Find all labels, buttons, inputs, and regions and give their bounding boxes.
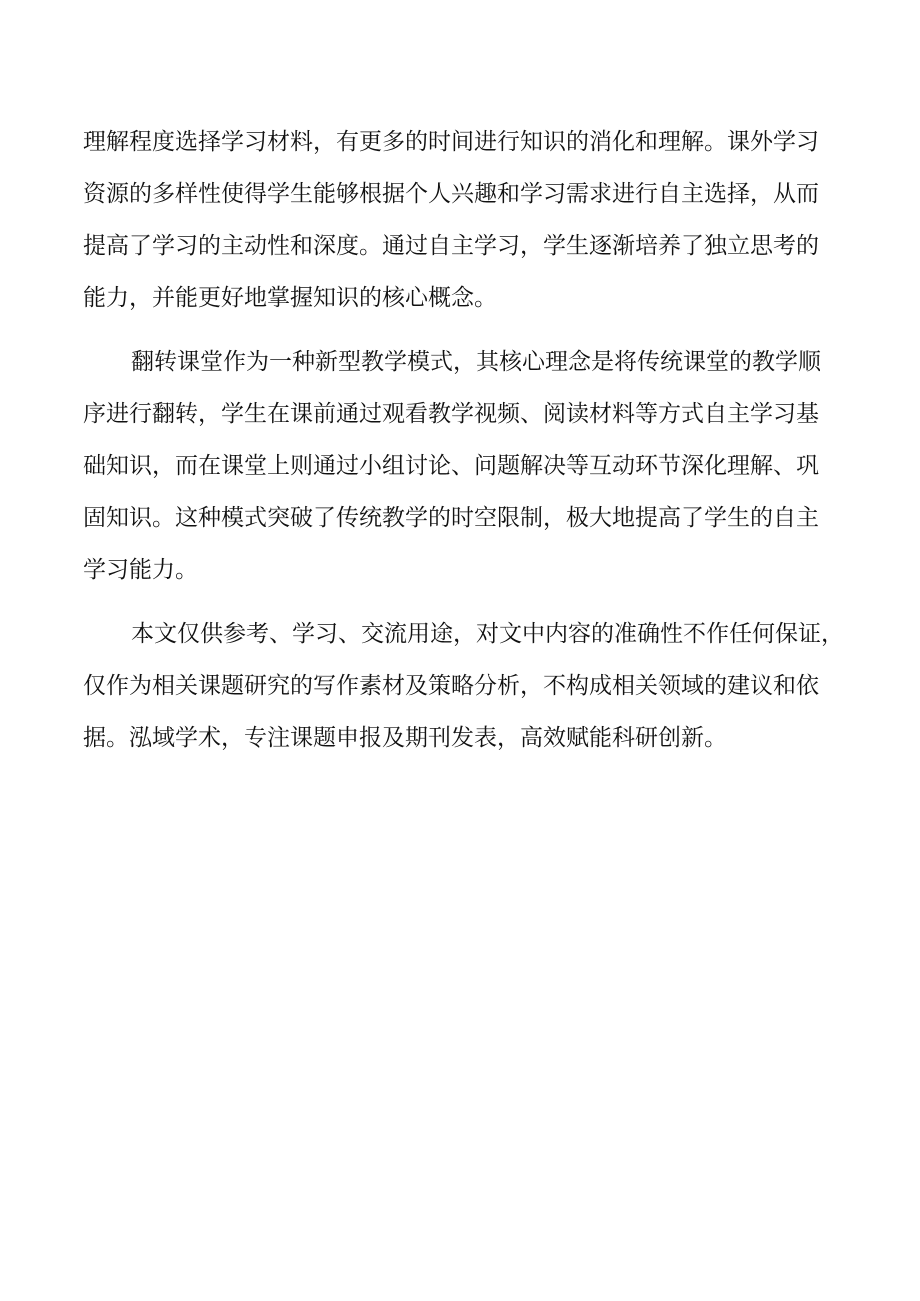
text-line: 能力，并能更好地掌握知识的核心概念。 xyxy=(83,285,497,311)
paragraph-continuation xyxy=(83,116,839,324)
paragraph-disclaimer xyxy=(83,608,844,764)
text-line: 理解程度选择学习材料，有更多的时间进行知识的消化和理解。课外学习 xyxy=(83,129,819,155)
text-line: 翻转课堂作为一种新型教学模式，其核心理念是将传统课堂的教学顺 xyxy=(131,349,821,375)
text-line: 仅作为相关课题研究的写作素材及策略分析，不构成相关领域的建议和依 xyxy=(83,673,819,699)
document-body xyxy=(83,116,844,764)
text-line: 序进行翻转，学生在课前通过观看教学视频、阅读材料等方式自主学习基 xyxy=(83,401,819,427)
text-line: 据。泓域学术，专注课题申报及期刊发表，高效赋能科研创新。 xyxy=(83,725,727,751)
text-line: 提高了学习的主动性和深度。通过自主学习，学生逐渐培养了独立思考的 xyxy=(83,233,819,259)
text-line: 固知识。这种模式突破了传统教学的时空限制，极大地提高了学生的自主 xyxy=(83,505,819,531)
text-line: 资源的多样性使得学生能够根据个人兴趣和学习需求进行自主选择，从而 xyxy=(83,181,819,207)
text-line: 本文仅供参考、学习、交流用途，对文中内容的准确性不作任何保证， xyxy=(131,621,844,647)
text-line: 学习能力。 xyxy=(83,557,198,583)
text-line: 础知识，而在课堂上则通过小组讨论、问题解决等互动环节深化理解、巩 xyxy=(83,453,819,479)
paragraph-flipped-classroom xyxy=(83,336,839,596)
